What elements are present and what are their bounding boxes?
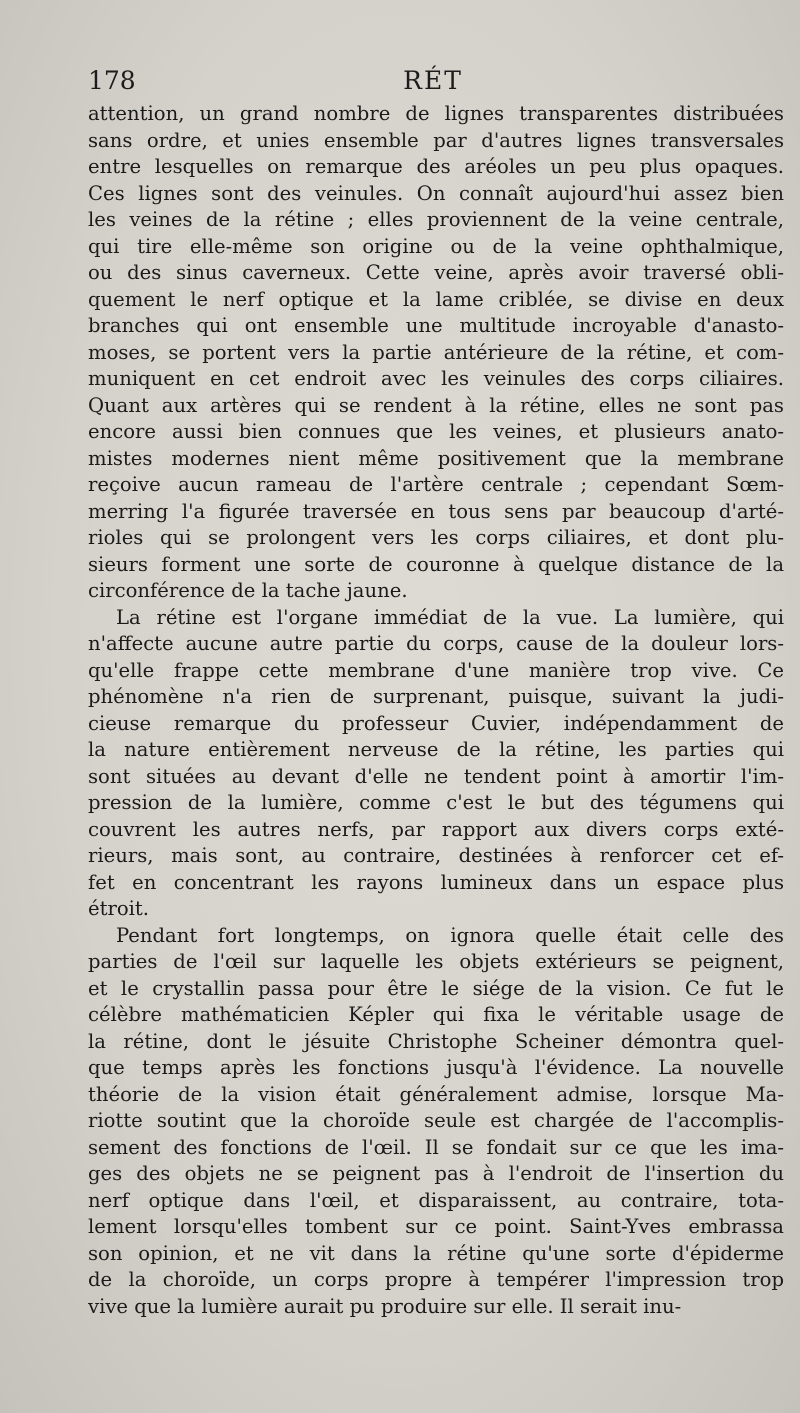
text-line: qui tire elle-même son origine ou de la veine ophthalmique, [88, 234, 784, 258]
paragraph [88, 101, 784, 605]
text-line: pression de la lumière, comme c'est le but des tégumens qui [88, 791, 784, 814]
text-line: ou des sinus caverneux. Cette veine, après avoir traversé obli- [88, 261, 784, 284]
text-line: lement lorsqu'elles tombent sur ce point. Saint-Yves embrassa [88, 1215, 784, 1238]
text-line: sieurs forment une sorte de couronne à quelque distance de la [88, 552, 784, 576]
text-line: ges des objets ne se peignent pas à l'endroit de l'insertion du [88, 1162, 784, 1185]
text-line: merring l'a figurée traversée en tous sens par beaucoup d'arté- [88, 499, 784, 523]
text-line: parties de l'œil sur laquelle les objets extérieurs se peignent, [88, 950, 784, 973]
text-line: sont situées au devant d'elle ne tendent point à amortir l'im- [88, 764, 784, 788]
text-line: La rétine est l'organe immédiat de la vue. La lumière, qui [116, 605, 784, 629]
text-line: qu'elle frappe cette membrane d'une manière trop vive. Ce [88, 658, 784, 682]
text-line: entre lesquelles on remarque des aréoles un peu plus opaques. [88, 155, 784, 178]
text-line: phénomène n'a rien de surprenant, puisque, suivant la judi- [88, 685, 784, 708]
text-line: Ces lignes sont des veinules. On connaît aujourd'hui assez bien [88, 181, 784, 205]
text-line: attention, un grand nombre de lignes transparentes distribuées [88, 102, 784, 125]
text-line: fet en concentrant les rayons lumineux dans un espace plus [88, 870, 784, 894]
text-line: n'affecte aucune autre partie du corps, cause de la douleur lors- [88, 632, 784, 655]
text-line: et le crystallin passa pour être le siége de la vision. Ce fut le [88, 976, 784, 1000]
body-text [88, 101, 784, 1320]
text-line: Pendant fort longtemps, on ignora quelle était celle des [116, 923, 784, 947]
text-line: son opinion, et ne vit dans la rétine qu'une sorte d'épiderme [88, 1241, 784, 1265]
text-line: cieuse remarque du professeur Cuvier, indépendamment de [88, 711, 784, 735]
text-line: couvrent les autres nerfs, par rapport aux divers corps exté- [88, 817, 784, 841]
paragraph [88, 923, 784, 1321]
text-line: sans ordre, et unies ensemble par d'autres lignes transversales [88, 128, 784, 152]
text-line: riotte soutint que la choroïde seule est chargée de l'accomplis- [88, 1109, 784, 1132]
page-header [88, 66, 778, 100]
text-line: moses, se portent vers la partie antérieure de la rétine, et com- [88, 340, 784, 364]
text-line: mistes modernes nient même positivement que la membrane [88, 446, 784, 470]
text-line: vive que la lumière aurait pu produire sur elle. Il serait inu- [88, 1294, 682, 1318]
text-line: de la choroïde, un corps propre à tempérer l'impression trop [88, 1268, 784, 1291]
page-number: 178 [88, 66, 136, 95]
text-line: muniquent en cet endroit avec les veinules des corps ciliaires. [88, 367, 784, 390]
text-line: la rétine, dont le jésuite Christophe Scheiner démontra quel- [88, 1029, 784, 1053]
text-line: rioles qui se prolongent vers les corps ciliaires, et dont plu- [88, 526, 784, 549]
running-head: RÉT [403, 66, 463, 95]
text-line: que temps après les fonctions jusqu'à l'évidence. La nouvelle [88, 1056, 784, 1079]
paragraph [88, 605, 784, 923]
text-line: étroit. [88, 897, 150, 920]
text-line: rieurs, mais sont, au contraire, destinées à renforcer cet ef- [88, 844, 784, 867]
text-line: les veines de la rétine ; elles proviennent de la veine centrale, [88, 208, 784, 231]
text-line: branches qui ont ensemble une multitude incroyable d'anasto- [88, 314, 784, 337]
text-line: nerf optique dans l'œil, et disparaissent, au contraire, tota- [88, 1188, 784, 1212]
text-line: théorie de la vision était généralement admise, lorsque Ma- [88, 1082, 784, 1106]
text-line: encore aussi bien connues que les veines, et plusieurs anato- [88, 420, 784, 443]
text-line: quement le nerf optique et la lame criblée, se divise en deux [88, 287, 784, 311]
text-line: circonférence de la tache jaune. [88, 579, 408, 602]
text-line: reçoive aucun rameau de l'artère centrale ; cependant Sœm- [88, 473, 784, 496]
text-line: célèbre mathématicien Képler qui fixa le véritable usage de [88, 1003, 784, 1026]
text-line: la nature entièrement nerveuse de la rétine, les parties qui [88, 738, 784, 761]
text-line: sement des fonctions de l'œil. Il se fondait sur ce que les ima- [88, 1135, 784, 1159]
text-line: Quant aux artères qui se rendent à la rétine, elles ne sont pas [88, 393, 784, 417]
